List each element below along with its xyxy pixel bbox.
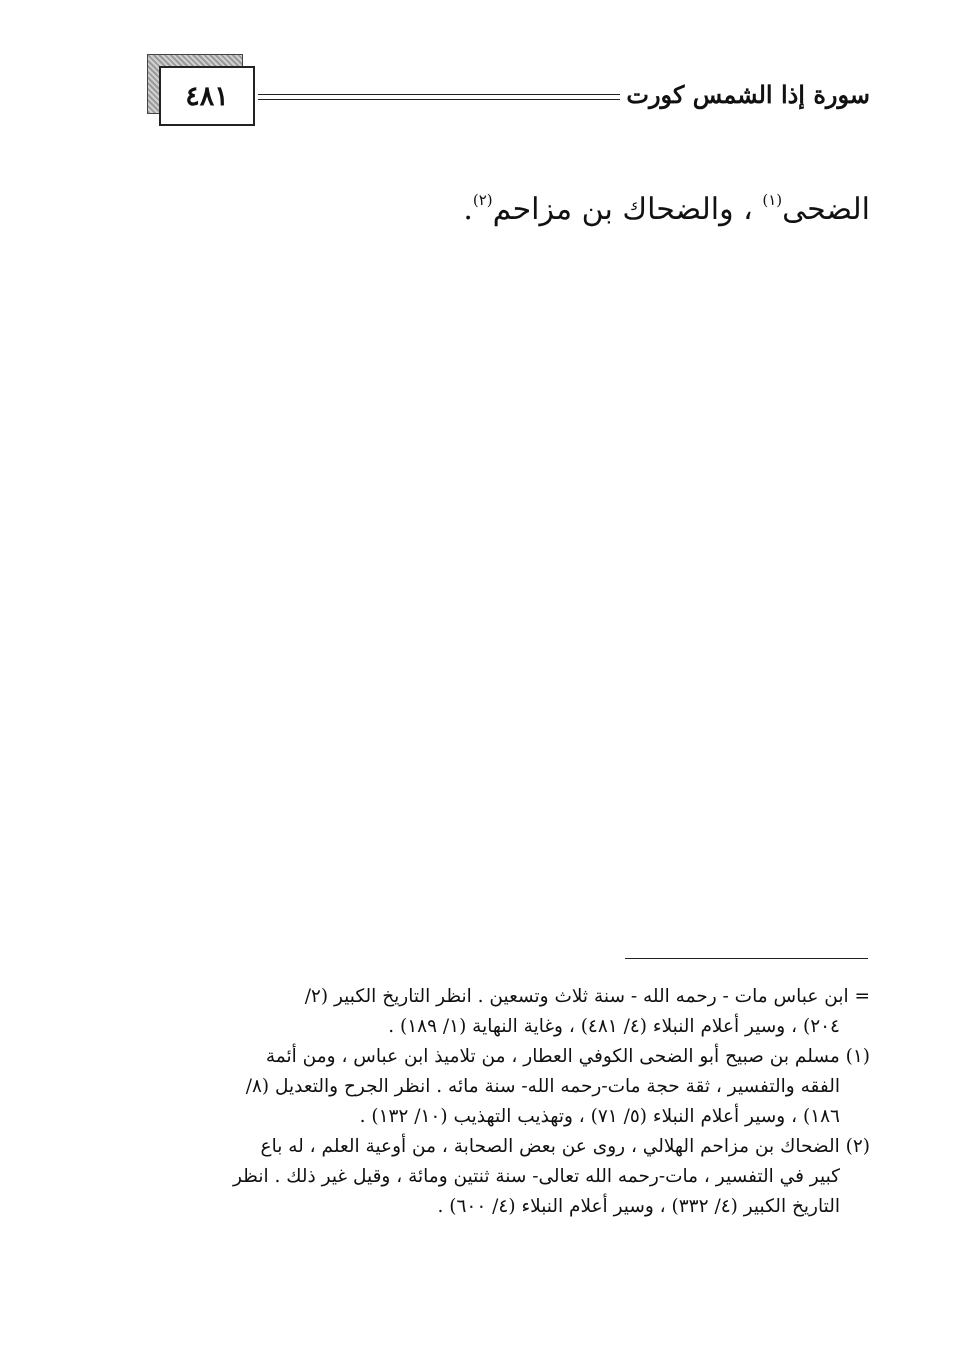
running-title: سورة إذا الشمس كورت — [626, 80, 870, 109]
footnote-line: الفقه والتفسير ، ثقة حجة مات-رحمه الله- سنة مائه . انظر الجرح والتعديل (٨/ — [245, 1076, 840, 1097]
footnote-line: التاريخ الكبير (٤/ ٣٣٢) ، وسير أعلام النبلاء (٤/ ٦٠٠) . — [437, 1196, 840, 1217]
footnote-ref-2: (٢) — [472, 191, 493, 209]
footnotes — [110, 982, 870, 1222]
footnote-line: (٢) الضحاك بن مزاحم الهلالي ، روى عن بعض الصحابة ، من أوعية العلم ، له باع — [260, 1136, 870, 1157]
footnote-line: ١٨٦) ، وسير أعلام النبلاء (٥/ ٧١) ، وتهذيب التهذيب (١٠/ ١٣٢) . — [359, 1106, 840, 1127]
footnote-line: (١) مسلم بن صبيح أبو الضحى الكوفي العطار ، من تلاميذ ابن عباس ، ومن أئمة — [265, 1046, 870, 1067]
footnote-line: = ابن عباس مات - رحمه الله - سنة ثلاث وتسعين . انظر التاريخ الكبير (٢/ — [304, 986, 870, 1007]
page-number: ٤٨١ — [159, 66, 255, 126]
footnote-line: ٢٠٤) ، وسير أعلام النبلاء (٤/ ٤٨١) ، وغاية النهاية (١/ ١٨٩) . — [388, 1016, 840, 1037]
footnote-ref-1: (١) — [762, 191, 783, 209]
body-text-part: ، والضحاك بن مزاحم — [492, 192, 763, 227]
body-text-part: . — [463, 192, 473, 227]
page-number-box — [147, 54, 255, 124]
body-text — [463, 178, 870, 232]
footnote-line: كبير في التفسير ، مات-رحمه الله تعالى- سنة ثنتين ومائة ، وقيل غير ذلك . انظر — [232, 1166, 840, 1187]
footnote-separator — [625, 958, 868, 959]
body-text-part: الضحى — [782, 192, 870, 227]
header-rule — [258, 94, 620, 100]
